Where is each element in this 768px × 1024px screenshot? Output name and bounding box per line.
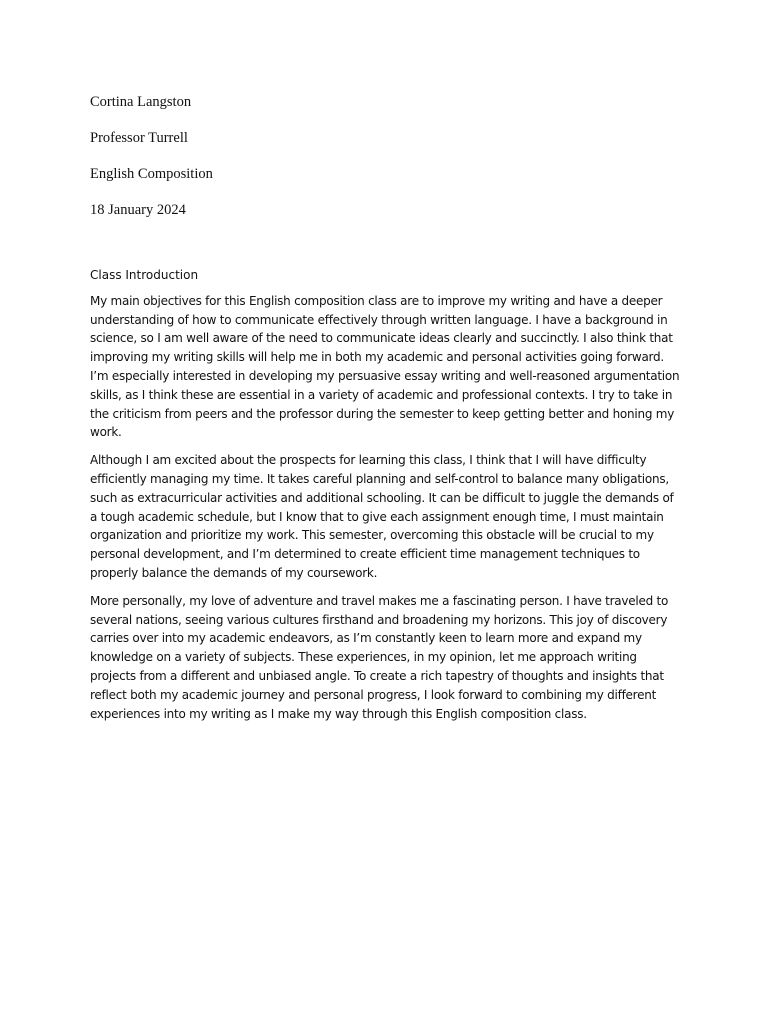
student-name: Cortina Langston	[90, 94, 192, 110]
paragraph-objectives: My main objectives for this English composition class are to improve my writing and have a deeper understanding of how to communicate effectively through written language. I have a background in science, so I am well aware of the need to communicate ideas clearly and succinctly. I also think that improving my writing skills will help me in both my academic and personal activities going forward. I’m especially interested in developing my persuasive essay writing and well-reasoned argumentation skills, as I think these are essential in a variety of academic and professional contexts. I try to take in the criticism from peers and the professor during the semester to keep getting better and honing my work.	[90, 293, 680, 440]
paragraph-challenges: Although I am excited about the prospects for learning this class, I think that I will have difficulty efficiently managing my time. It takes careful planning and self-control to balance many obligations, such as extracurricular activities and additional schooling. It can be difficult to juggle the demands of a tough academic schedule, but I know that to give each assignment enough time, I must maintain organization and prioritize my work. This semester, overcoming this obstacle will be crucial to my personal development, and I’m determined to create efficient time management techniques to properly balance the demands of my coursework.	[90, 453, 674, 580]
essay-body	[90, 266, 682, 732]
document-date: 18 January 2024	[90, 202, 186, 218]
essay-title: Class Introduction	[90, 268, 199, 282]
professor-name: Professor Turrell	[90, 130, 188, 146]
paragraph-personal: More personally, my love of adventure and travel makes me a fascinating person. I have traveled to several nations, seeing various cultures firsthand and broadening my horizons. This joy of discovery carries over into my academic endeavors, as I’m constantly keen to learn more and expand my knowledge on a variety of subjects. These experiences, in my opinion, let me approach writing projects from a different and unbiased angle. To create a rich tapestry of thoughts and insights that reflect both my academic journey and personal progress, I look forward to combining my different experiences into my writing as I make my way through this English composition class.	[90, 593, 669, 721]
course-name: English Composition	[90, 166, 213, 182]
heading-block	[90, 92, 690, 236]
